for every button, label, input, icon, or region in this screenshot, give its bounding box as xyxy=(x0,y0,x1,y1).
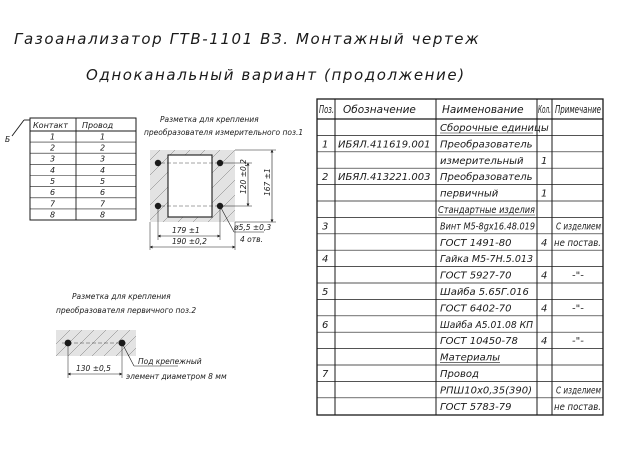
contacts-cell: 7 xyxy=(50,199,56,209)
contacts-cell: 3 xyxy=(100,154,106,164)
spec-pos: 5 xyxy=(322,287,329,298)
spec-header-pos: Поз. xyxy=(319,104,334,116)
spec-note: С изделием xyxy=(556,385,602,397)
spec-note: -"- xyxy=(572,270,584,282)
spec-note: не постав. xyxy=(554,401,601,413)
contacts-table xyxy=(30,118,136,220)
spec-qty: 1 xyxy=(541,155,548,167)
drawing1-holes-count: 4 отв. xyxy=(240,235,263,244)
spec-header-name: Наименование xyxy=(442,104,524,116)
contacts-cell: 3 xyxy=(50,154,56,164)
contacts-cell: 7 xyxy=(100,199,106,209)
spec-header-designation: Обозначение xyxy=(343,104,416,116)
contacts-cell: 4 xyxy=(50,165,56,175)
spec-qty: 4 xyxy=(541,237,548,249)
drawing2-dim-130: 130 ±0,5 xyxy=(76,364,111,373)
contacts-pointer xyxy=(5,120,30,144)
spec-name: ГОСТ 1491-80 xyxy=(440,237,512,249)
contacts-cell: 4 xyxy=(100,165,106,175)
title-line-2: Одноканальный вариант (продолжение) xyxy=(86,66,466,84)
contacts-cell: 5 xyxy=(50,177,56,186)
spec-note: не постав. xyxy=(554,237,601,249)
specification-table xyxy=(317,99,603,415)
spec-qty: 4 xyxy=(541,336,548,348)
spec-note: С изделием xyxy=(556,221,602,233)
contacts-cell: 6 xyxy=(50,188,56,198)
spec-name: ГОСТ 6402-70 xyxy=(440,303,512,315)
mounting-drawing-1 xyxy=(144,115,303,250)
drawing1-hole-callout: ø5,5 ±0,3 xyxy=(234,223,272,232)
spec-name: ГОСТ 5783-79 xyxy=(440,401,512,413)
title-line-1: Газоанализатор ГТВ-1101 ВЗ. Монтажный чертеж xyxy=(14,30,481,48)
spec-name: Гайка М5-7Н.5.013 xyxy=(440,254,533,266)
contacts-header-wire: Провод xyxy=(82,121,114,130)
spec-pos: 2 xyxy=(322,172,329,184)
drawing1-dim-190: 190 ±0,2 xyxy=(172,237,207,246)
spec-header-note: Примечание xyxy=(555,104,601,116)
spec-name: Провод xyxy=(440,369,479,380)
spec-section-title: Стандартные изделия xyxy=(438,205,535,216)
spec-name: первичный xyxy=(440,188,499,200)
spec-name: измерительный xyxy=(440,155,524,167)
spec-name: РПШ10х0,35(390) xyxy=(440,385,532,397)
drawing2-caption-line2: преобразователя первичного поз.2 xyxy=(56,306,197,315)
spec-name: Шайба 5.65Г.016 xyxy=(440,287,529,298)
drawing2-note-line2: элемент диаметром 8 мм xyxy=(126,372,227,381)
contacts-cell: 8 xyxy=(50,210,56,220)
spec-pos: 3 xyxy=(322,221,329,233)
drawing1-dim-120: 120 ±0,2 xyxy=(239,159,248,194)
contacts-header-contact: Контакт xyxy=(33,121,68,130)
spec-qty: 4 xyxy=(541,303,548,315)
contacts-cell: 2 xyxy=(50,143,56,153)
spec-section-title: Материалы xyxy=(440,352,500,364)
spec-header-qty: Кол. xyxy=(538,104,551,116)
spec-pos: 1 xyxy=(322,139,329,151)
drawing1-caption-line1: Разметка для крепления xyxy=(160,115,259,124)
spec-note: -"- xyxy=(572,303,584,315)
spec-designation: ИБЯЛ.411619.001 xyxy=(338,139,431,151)
mounting-drawing-2 xyxy=(56,292,227,381)
contacts-cell: 6 xyxy=(100,188,106,198)
spec-qty: 1 xyxy=(541,188,548,200)
spec-name: Преобразователь xyxy=(440,139,533,151)
spec-name: ГОСТ 5927-70 xyxy=(440,270,512,282)
spec-pos: 4 xyxy=(322,254,329,266)
contacts-pointer-label: Б xyxy=(5,135,11,144)
spec-section-title: Сборочные единицы xyxy=(440,123,549,134)
drawing1-caption-line2: преобразователя измерительного поз.1 xyxy=(144,128,304,137)
contacts-cell: 2 xyxy=(100,143,106,153)
spec-name: Винт М5-8gх16.48.019 xyxy=(440,221,535,233)
spec-qty: 4 xyxy=(541,270,548,282)
spec-name: Шайба А5.01.08 КП xyxy=(440,319,542,331)
drawing2-caption-line1: Разметка для крепления xyxy=(72,292,171,301)
contacts-cell: 1 xyxy=(50,132,56,142)
contacts-cell: 1 xyxy=(100,132,106,142)
contacts-cell: 8 xyxy=(100,210,106,220)
drawing2-note-line1: Под крепежный xyxy=(138,357,202,366)
drawing1-dim-179: 179 ±1 xyxy=(172,226,200,235)
spec-pos: 7 xyxy=(322,369,329,380)
drawing1-dim-167: 167 ±1 xyxy=(263,168,272,196)
spec-note: -"- xyxy=(572,336,584,348)
spec-designation: ИБЯЛ.413221.003 xyxy=(338,172,431,184)
spec-pos: 6 xyxy=(322,319,329,331)
spec-name: Преобразователь xyxy=(440,172,533,184)
spec-name: ГОСТ 10450-78 xyxy=(440,336,518,348)
contacts-cell: 5 xyxy=(100,177,106,186)
